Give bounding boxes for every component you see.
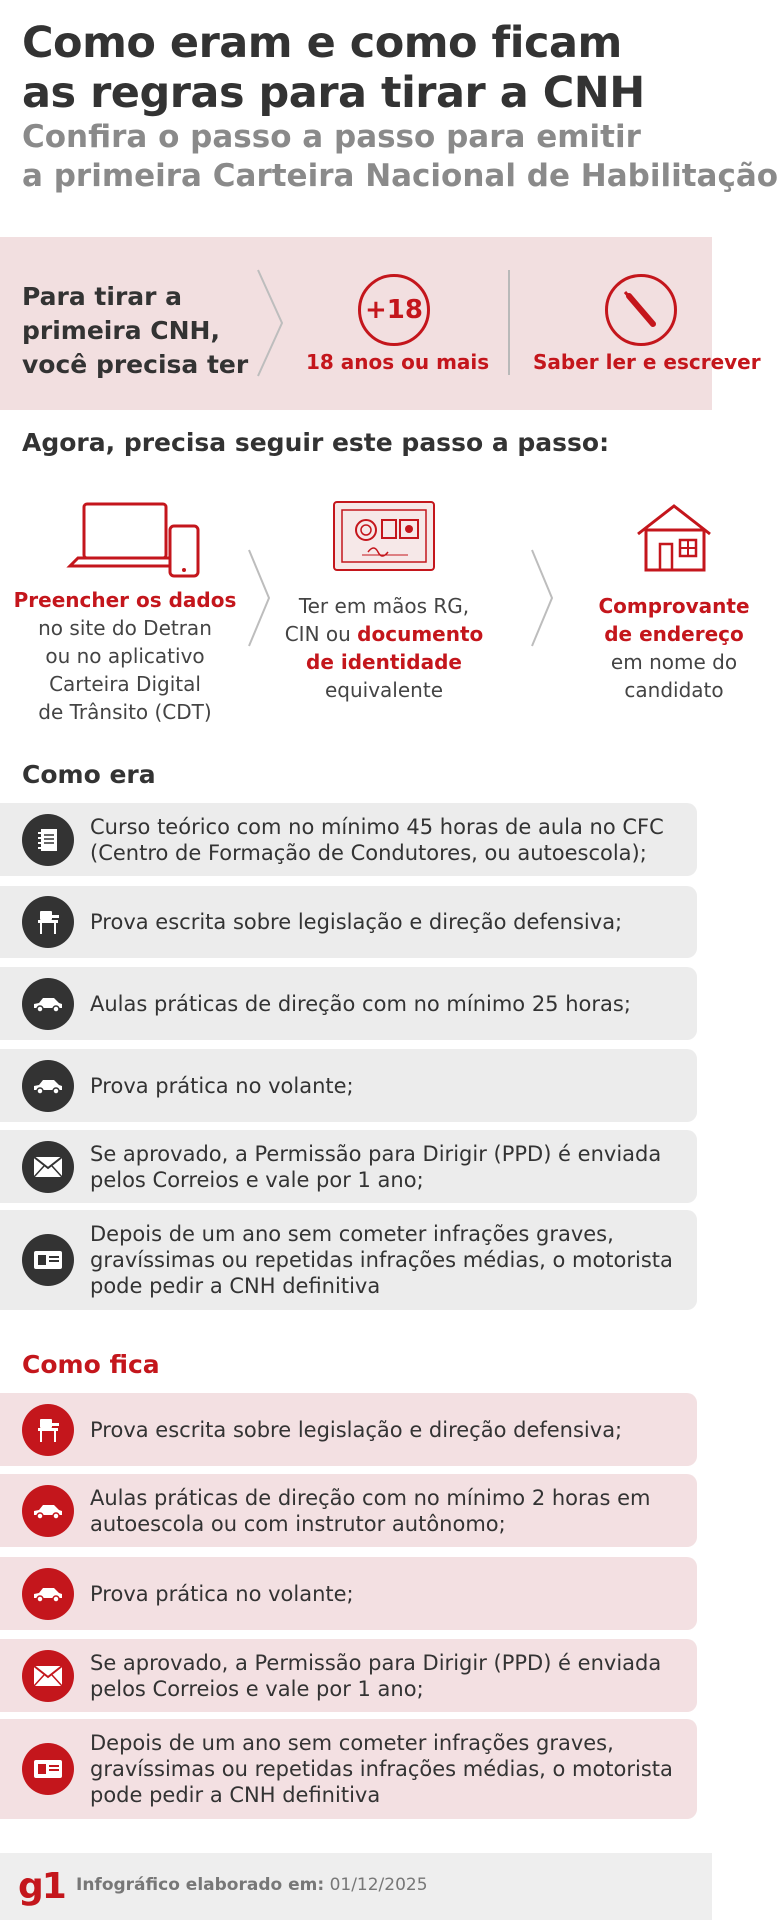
step-2-line: de identidade [306,650,462,674]
requirements-intro-line-1: Para tirar a [22,282,183,311]
school-desk-icon [22,1404,74,1456]
requirements-intro-line-2: primeira CNH, [22,316,220,345]
step-1-line: ou no aplicativo [45,644,205,668]
requirements-intro [22,280,248,382]
step-3-highlight: Comprovante [598,594,750,618]
como-era-row [0,803,697,876]
car-icon [22,1568,74,1620]
chevron-right-icon [530,548,554,648]
footer-credit [76,1875,428,1895]
step-3-line: candidato [624,678,724,702]
como-fica-row-text: Prova prática no volante; [90,1581,354,1606]
como-fica-row [0,1639,697,1712]
requirements-intro-line-3: você precisa ter [22,350,249,379]
step-2-text [274,592,494,704]
steps-heading: Agora, precisa seguir este passo a passo: [22,428,610,457]
step-1-line: no site do Detran [38,616,212,640]
step-1-text [12,586,238,726]
subtitle-line-2: a primeira Carteira Nacional de Habilitação [22,158,778,194]
envelope-icon [22,1141,74,1193]
id-document-icon [332,500,436,572]
license-card-icon [22,1743,74,1795]
step-2-bold: documento [357,622,484,646]
como-era-row-text: Aulas práticas de direção com no mínimo 25 horas; [90,991,631,1016]
como-fica-heading: Como fica [22,1350,160,1379]
age-badge-text: +18 [365,295,423,325]
como-era-row [0,1130,697,1203]
step-2-line: Ter em mãos RG, [298,594,470,618]
footer-label: Infográfico elaborado em: [76,1875,325,1895]
como-era-row-text: Prova prática no volante; [90,1073,354,1098]
laptop-phone-icon [66,500,202,580]
como-era-row-text: Prova escrita sobre legislação e direção defensiva; [90,910,623,934]
page-subtitle [22,118,778,196]
step-2-plain: CIN ou [284,622,358,646]
car-icon [22,978,74,1030]
requirement-age-label: 18 anos ou mais [306,350,490,374]
como-era-heading: Como era [22,760,156,789]
page-title [22,18,722,118]
step-3-line: em nome do [610,650,738,674]
title-line-2: as regras para tirar a CNH [22,68,645,118]
como-era-row-text: Depois de um ano sem cometer infrações graves, gravíssimas ou repetidas infrações médias, o motorista pode pedir a CNH definitiva [90,1222,673,1298]
title-line-1: Como eram e como ficam [22,18,622,68]
como-era-row-text: Se aprovado, a Permissão para Dirigir (PPD) é enviada pelos Correios e vale por 1 ano; [90,1141,662,1192]
envelope-icon [22,1650,74,1702]
g1-logo: g1 [18,1866,65,1907]
car-icon [22,1060,74,1112]
como-fica-row-text: Se aprovado, a Permissão para Dirigir (PPD) é enviada pelos Correios e vale por 1 ano; [90,1650,662,1701]
pen-icon [605,274,677,346]
step-3-text [574,592,774,704]
como-fica-row-text: Prova escrita sobre legislação e direção defensiva; [90,1417,623,1442]
step-1-highlight: Preencher os dados [13,588,237,612]
como-fica-row-text: Aulas práticas de direção com no mínimo 2 horas em autoescola ou com instrutor autônomo; [90,1485,651,1536]
como-era-row [0,886,697,958]
step-2-line [274,620,494,648]
plus-18-badge-icon [358,274,430,346]
como-fica-row [0,1393,697,1466]
chevron-right-icon [256,268,284,378]
car-icon [22,1485,74,1537]
subtitle-line-1: Confira o passo a passo para emitir [22,119,641,155]
como-fica-row-text: Depois de um ano sem cometer infrações graves, gravíssimas ou repetidas infrações médias, o motorista pode pedir a CNH definitiva [90,1731,673,1807]
step-1-line: de Trânsito (CDT) [38,700,212,724]
como-era-row [0,1049,697,1122]
como-fica-row [0,1557,697,1630]
house-icon [636,502,712,572]
notebook-icon [22,814,74,866]
requirement-literacy-label: Saber ler e escrever [533,350,761,374]
step-2-line: equivalente [324,678,443,702]
como-fica-row [0,1719,697,1819]
como-era-row [0,967,697,1040]
chevron-right-icon [247,548,271,648]
step-3-highlight: de endereço [604,622,744,646]
school-desk-icon [22,896,74,948]
como-fica-row [0,1474,697,1547]
como-era-row-text: Curso teórico com no mínimo 45 horas de aula no CFC (Centro de Formação de Condutores, ou autoescola); [90,814,664,865]
step-1-line: Carteira Digital [49,672,201,696]
como-era-row [0,1210,697,1310]
footer-date: 01/12/2025 [329,1875,428,1895]
license-card-icon [22,1234,74,1286]
requirements-divider [508,270,510,375]
